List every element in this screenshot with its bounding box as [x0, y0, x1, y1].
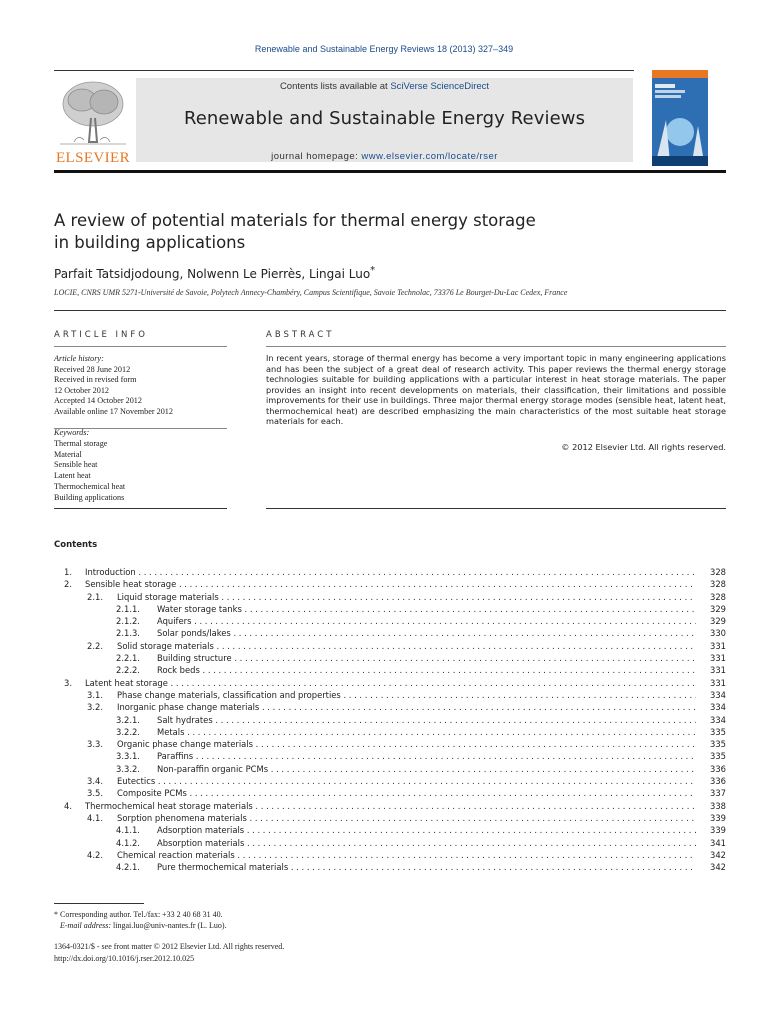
toc-entry-number: 3.2.1.: [116, 714, 140, 725]
toc-entry[interactable]: [54, 578, 726, 590]
issn-doi: [54, 941, 284, 964]
toc-entry[interactable]: [54, 615, 726, 627]
toc-entry-number: 3.3.1.: [116, 751, 140, 762]
toc-entry[interactable]: [54, 824, 726, 836]
article-title-line-2: in building applications: [54, 233, 246, 252]
keyword: Material: [54, 449, 82, 459]
toc-entry-title[interactable]: Phase change materials, classification and properties . . .: [117, 689, 696, 701]
toc-entry-title[interactable]: Adsorption materials . . .: [157, 824, 696, 836]
article-info-divider-top: [54, 346, 227, 347]
front-matter-divider: [54, 310, 726, 311]
table-of-contents: [54, 566, 726, 873]
toc-entry-page: 328: [698, 591, 726, 603]
toc-entry[interactable]: [54, 787, 726, 799]
toc-entry-number: 2.: [64, 579, 72, 590]
journal-cover-image: [652, 70, 708, 166]
journal-title: Renewable and Sustainable Energy Reviews: [183, 108, 586, 129]
authors: [54, 265, 375, 281]
article-title-line-1: A review of potential materials for thermal energy storage: [54, 211, 536, 230]
article-title: [54, 210, 654, 254]
toc-entry-number: 3.2.2.: [116, 726, 140, 737]
toc-entry-page: 335: [698, 726, 726, 738]
toc-entry[interactable]: [54, 664, 726, 676]
toc-entry[interactable]: [54, 714, 726, 726]
toc-entry[interactable]: [54, 591, 726, 603]
footnote-divider: [54, 903, 144, 904]
toc-entry-number: 2.2.2.: [116, 665, 140, 676]
toc-entry-title[interactable]: Building structure . . .: [157, 652, 696, 664]
toc-entry-number: 3.: [64, 677, 72, 688]
toc-entry-title[interactable]: Paraffins . . .: [157, 750, 696, 762]
toc-entry-number: 2.1.3.: [116, 628, 140, 639]
toc-entry-page: 328: [698, 578, 726, 590]
toc-entry-title[interactable]: Aquifers . . .: [157, 615, 696, 627]
toc-entry-title[interactable]: Latent heat storage . . .: [85, 677, 696, 689]
toc-entry[interactable]: [54, 627, 726, 639]
toc-entry-title[interactable]: Chemical reaction materials . . .: [117, 849, 696, 861]
journal-citation[interactable]: Renewable and Sustainable Energy Reviews 18 (2013) 327–349: [254, 44, 514, 54]
contents-availability: [136, 81, 633, 92]
toc-entry-page: 329: [698, 615, 726, 627]
keywords-label: Keywords:: [54, 428, 90, 437]
keyword: Sensible heat: [54, 460, 98, 470]
toc-entry-number: 4.1.2.: [116, 837, 140, 848]
footnote: [54, 909, 227, 931]
toc-entry[interactable]: [54, 603, 726, 615]
toc-entry-number: 1.: [64, 567, 72, 577]
toc-entry-title[interactable]: Metals . . .: [157, 726, 696, 738]
toc-entry-page: 339: [698, 812, 726, 824]
toc-entry-page: 336: [698, 775, 726, 787]
header-thick-divider: [54, 170, 726, 173]
toc-entry-title[interactable]: Composite PCMs . . .: [117, 787, 696, 799]
toc-entry-title[interactable]: Sorption phenomena materials . . .: [117, 812, 696, 824]
toc-entry-page: 328: [698, 566, 726, 578]
toc-entry[interactable]: [54, 726, 726, 738]
toc-entry-page: 329: [698, 603, 726, 615]
toc-entry-page: 334: [698, 714, 726, 726]
article-history: [54, 354, 173, 418]
toc-entry-number: 2.1.2.: [116, 616, 140, 627]
abstract-heading: ABSTRACT: [266, 330, 335, 340]
toc-entry-title[interactable]: Salt hydrates . . .: [157, 714, 696, 726]
toc-entry-page: 342: [698, 861, 726, 873]
keyword: Latent heat: [54, 471, 91, 481]
toc-entry-title[interactable]: Non-paraffin organic PCMs . . .: [157, 763, 696, 775]
issn-line: 1364-0321/$ - see front matter © 2012 Elsevier Ltd. All rights reserved.: [54, 942, 285, 951]
toc-entry[interactable]: [54, 775, 726, 787]
toc-entry-title[interactable]: Organic phase change materials . . .: [117, 738, 696, 750]
toc-entry-number: 2.2.: [87, 640, 103, 651]
toc-entry-title[interactable]: Thermochemical heat storage materials . . .: [85, 800, 696, 812]
toc-entry-title[interactable]: Water storage tanks . . .: [157, 603, 696, 615]
keyword: Building applications: [54, 492, 125, 502]
toc-entry-page: 342: [698, 849, 726, 861]
history-label: Article history:: [54, 354, 104, 363]
toc-entry-title[interactable]: Solar ponds/lakes . . .: [157, 627, 696, 639]
toc-entry-page: 331: [698, 677, 726, 689]
toc-entry-page: 339: [698, 824, 726, 836]
toc-entry[interactable]: [54, 701, 726, 713]
toc-entry[interactable]: [54, 800, 726, 812]
toc-entry-page: 336: [698, 763, 726, 775]
email-label: E-mail address:: [60, 921, 112, 930]
toc-entry-number: 4.1.: [87, 812, 103, 823]
history-item: Received 28 June 2012: [54, 364, 131, 374]
elsevier-wordmark: ELSEVIER: [55, 150, 131, 166]
journal-homepage: [136, 151, 633, 162]
toc-entry[interactable]: [54, 849, 726, 861]
toc-entry[interactable]: [54, 640, 726, 652]
toc-entry-number: 2.2.1.: [116, 653, 140, 664]
toc-entry-number: 3.4.: [87, 776, 103, 787]
email-line: [54, 920, 227, 931]
doi-link[interactable]: http://dx.doi.org/10.1016/j.rser.2012.10.025: [54, 953, 195, 963]
keywords: [54, 428, 125, 504]
toc-entry[interactable]: [54, 689, 726, 701]
copyright-notice: © 2012 Elsevier Ltd. All rights reserved.: [561, 442, 726, 452]
toc-entry[interactable]: [54, 837, 726, 849]
toc-entry-title[interactable]: Inorganic phase change materials . . .: [117, 701, 696, 713]
toc-entry-page: 337: [698, 787, 726, 799]
toc-entry[interactable]: [54, 812, 726, 824]
toc-entry-number: 4.1.1.: [116, 825, 140, 836]
toc-entry-number: 3.1.: [87, 689, 103, 700]
toc-entry-page: 334: [698, 689, 726, 701]
corresponding-author-mark[interactable]: *: [370, 265, 376, 276]
history-item: 12 October 2012: [54, 385, 110, 395]
toc-entry-number: 4.: [64, 800, 72, 811]
history-item: Available online 17 November 2012: [54, 406, 173, 416]
toc-entry-title[interactable]: Introduction . . .: [85, 566, 696, 578]
toc-entry-title[interactable]: Solid storage materials . . .: [117, 640, 696, 652]
toc-entry[interactable]: [54, 566, 726, 578]
toc-entry-title[interactable]: Sensible heat storage . . .: [85, 578, 696, 590]
history-item: Accepted 14 October 2012: [54, 396, 142, 406]
toc-entry-number: 4.2.1.: [116, 862, 140, 873]
toc-entry-number: 3.3.2.: [116, 763, 140, 774]
abstract-divider-bottom: [266, 508, 726, 509]
corresponding-author-note: * Corresponding author. Tel./fax: +33 2 40 68 31 40.: [54, 910, 223, 919]
toc-entry-page: 338: [698, 800, 726, 812]
toc-entry[interactable]: [54, 750, 726, 762]
toc-entry-page: 335: [698, 750, 726, 762]
abstract-text: In recent years, storage of thermal energy has become a very important topic in many engineering applications and has been the subject of a great deal of research activity. This paper reviews the thermal energy storage technologies suitable for building applications with a particular interest in heat storage materials. The paper provides an insight into recent developments on materials, their classification, their limitations and possible improvements for their use in buildings. Three major thermal energy storage modes (sensible heat, latent heat, thermochemical heat) are described emphasizing the main characteristics of the most suitable heat storage materials for each.: [266, 353, 726, 426]
toc-entry-page: 331: [698, 652, 726, 664]
abstract-divider-top: [266, 346, 726, 347]
toc-entry-page: 330: [698, 627, 726, 639]
toc-entry[interactable]: [54, 763, 726, 775]
keyword: Thermochemical heat: [54, 481, 126, 491]
homepage-link[interactable]: www.elsevier.com/locate/rser: [361, 151, 498, 162]
keyword: Thermal storage: [54, 438, 108, 448]
toc-entry-number: 2.1.1.: [116, 603, 140, 614]
toc-entry-number: 3.5.: [87, 788, 103, 799]
toc-entry[interactable]: [54, 738, 726, 750]
affiliation: LOCIE, CNRS UMR 5271-Université de Savoie, Polytech Annecy-Chambéry, Campus Scientifique, Savoie Technolac, 73376 Le Bourget-Du-Lac Cedex, France: [54, 288, 568, 297]
sciencedirect-link[interactable]: SciVerse ScienceDirect: [390, 81, 490, 92]
toc-entry-number: 3.3.: [87, 739, 103, 750]
toc-entry-title[interactable]: Pure thermochemical materials . . .: [157, 861, 696, 873]
toc-entry-page: 331: [698, 640, 726, 652]
toc-entry-number: 3.2.: [87, 702, 103, 713]
article-info-divider-bottom: [54, 508, 227, 509]
toc-entry[interactable]: [54, 861, 726, 873]
contents-prefix: Contents lists available at: [279, 81, 391, 92]
toc-entry-number: 4.2.: [87, 849, 103, 860]
contents-heading: Contents: [54, 540, 98, 550]
toc-entry[interactable]: [54, 677, 726, 689]
homepage-prefix: journal homepage:: [271, 151, 362, 162]
top-divider: [54, 70, 634, 71]
toc-entry[interactable]: [54, 652, 726, 664]
history-item: Received in revised form: [54, 375, 137, 385]
toc-entry-page: 331: [698, 664, 726, 676]
toc-entry-title[interactable]: Absorption materials . . .: [157, 837, 696, 849]
toc-entry-title[interactable]: Liquid storage materials . . .: [117, 591, 696, 603]
toc-entry-page: 334: [698, 701, 726, 713]
toc-entry-page: 335: [698, 738, 726, 750]
article-info-heading: ARTICLE INFO: [54, 330, 148, 340]
email-address[interactable]: lingai.luo@univ-nantes.fr (L. Luo).: [111, 921, 227, 930]
toc-entry-page: 341: [698, 837, 726, 849]
toc-entry-title[interactable]: Rock beds . . .: [157, 664, 696, 676]
author-list: Parfait Tatsidjodoung, Nolwenn Le Pierrès, Lingai Luo: [54, 267, 371, 281]
toc-entry-title[interactable]: Eutectics . . .: [117, 775, 696, 787]
toc-entry-number: 2.1.: [87, 591, 103, 602]
